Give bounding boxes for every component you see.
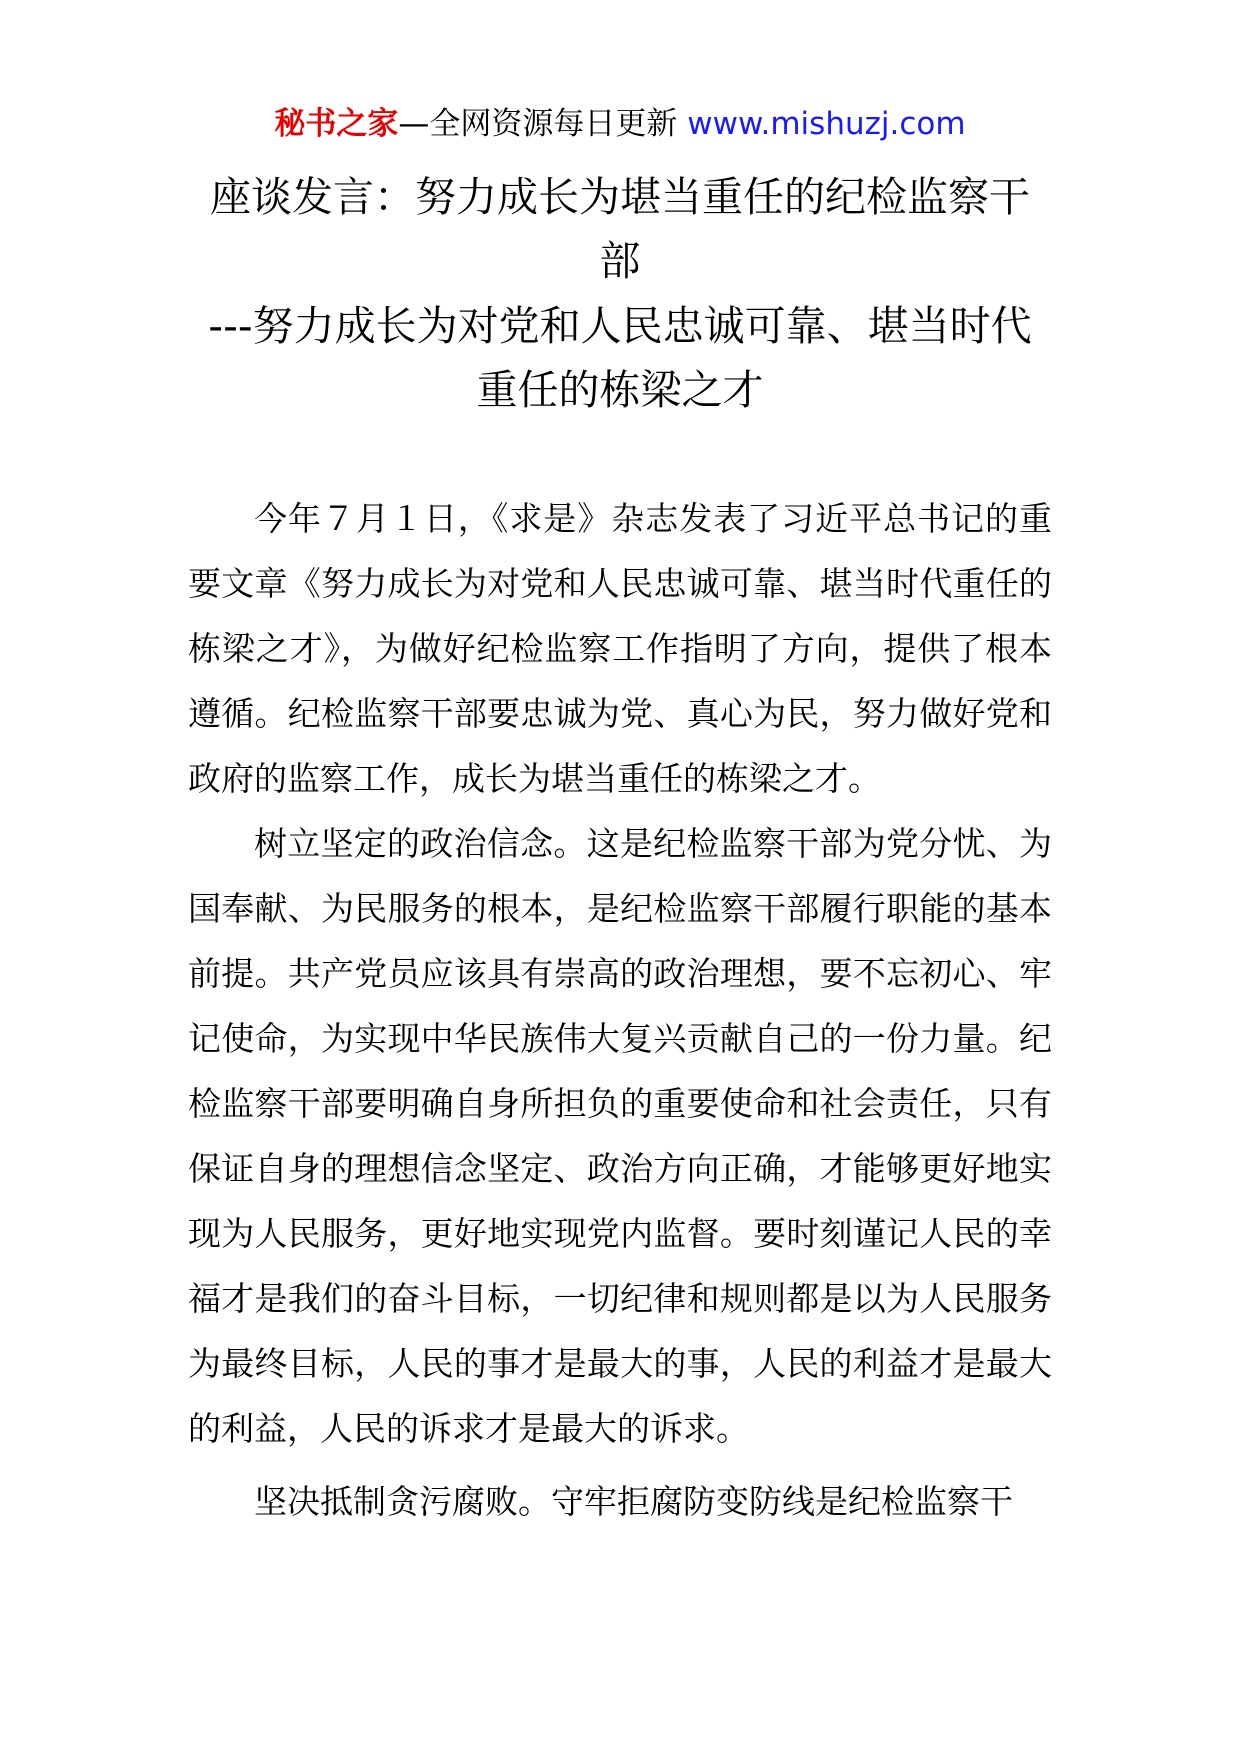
paragraph: 今年７月１日，《求是》杂志发表了习近平总书记的重要文章《努力成长为对党和人民忠诚可靠、堪当时代重任的栋梁之才》，为做好纪检监察工作指明了方向，提供了根本遵循。纪检监察干部要忠诚为党、真心为民，努力做好党和政府的监察工作，成长为堪当重任的栋梁之才。 xyxy=(188,499,1052,798)
header-tagline: —全网资源每日更新 xyxy=(398,106,688,142)
brand-name: 秘书之家 xyxy=(274,106,399,142)
document-body xyxy=(188,486,1052,1534)
document-title: 座谈发言：努力成长为堪当重任的纪检监察干部 xyxy=(210,173,1030,285)
paragraph: 坚决抵制贪污腐败。守牢拒腐防变防线是纪检监察干 xyxy=(254,1482,1013,1521)
document-subtitle: ---努力成长为对党和人民忠诚可靠、堪当时代重任的栋梁之才 xyxy=(208,302,1032,414)
site-url-link[interactable]: www.mishuzj.com xyxy=(687,106,966,142)
paragraph: 树立坚定的政治信念。这是纪检监察干部为党分忧、为国奉献、为民服务的根本，是纪检监察干部履行职能的基本前提。共产党员应该具有崇高的政治理想，要不忘初心、牢记使命，为实现中华民族伟大复兴贡献自己的一份力量。纪检监察干部要明确自身所担负的重要使命和社会责任，只有保证自身的理想信念坚定、政治方向正确，才能够更好地实现为人民服务，更好地实现党内监督。要时刻谨记人民的幸福才是我们的奋斗目标，一切纪律和规则都是以为人民服务为最终目标，人民的事才是最大的事，人民的利益才是最大的利益，人民的诉求才是最大的诉求。 xyxy=(188,824,1052,1448)
site-header xyxy=(0,104,1240,144)
